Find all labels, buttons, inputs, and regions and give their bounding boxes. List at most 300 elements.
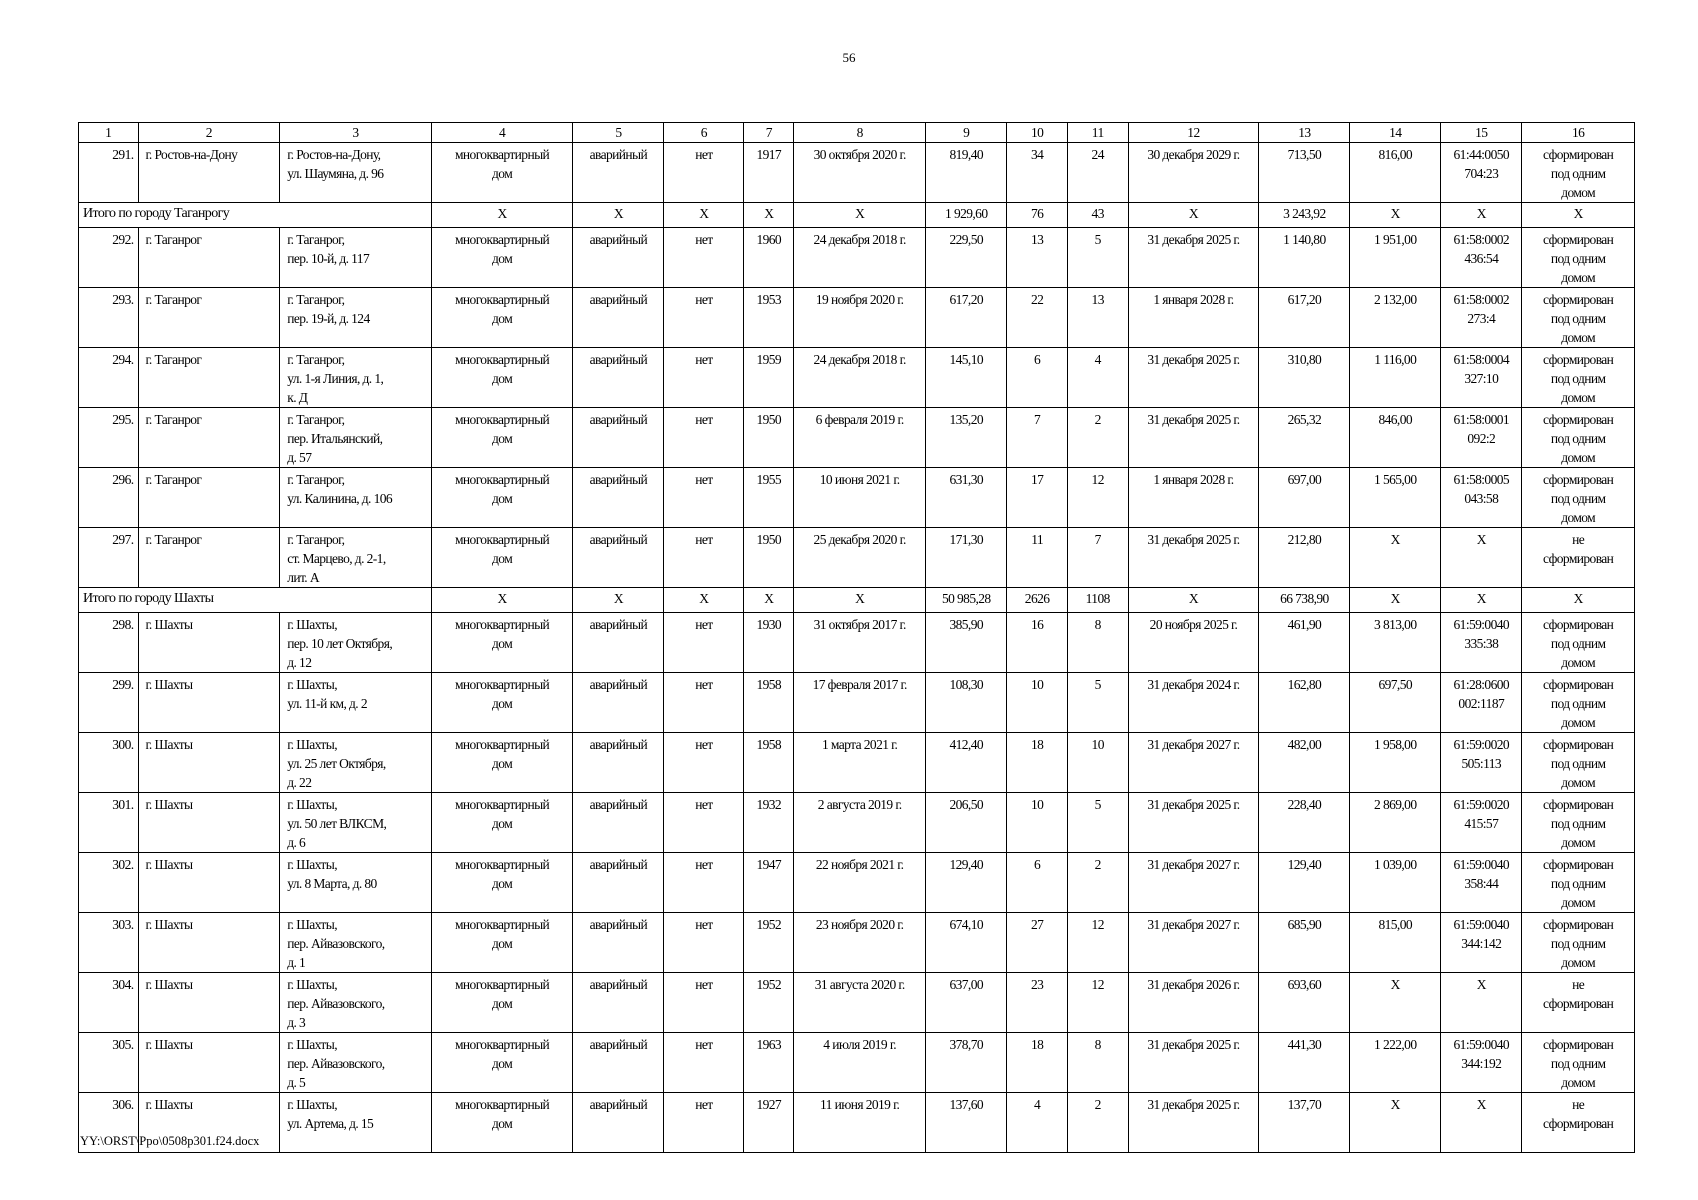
- table-cell: 713,50: [1259, 143, 1350, 203]
- column-number: 6: [664, 123, 744, 143]
- table-cell: г. Таганрог, пер. Итальянский, д. 57: [280, 408, 431, 468]
- table-cell: 61:59:0040 358:44: [1441, 853, 1522, 913]
- table-cell: 6 февраля 2019 г.: [794, 408, 926, 468]
- table-cell: 1958: [744, 673, 794, 733]
- table-cell: 229,50: [926, 228, 1007, 288]
- table-cell: 31 декабря 2026 г.: [1128, 973, 1259, 1033]
- table-cell: 206,50: [926, 793, 1007, 853]
- table-cell: 1947: [744, 853, 794, 913]
- table-cell: аварийный: [573, 408, 664, 468]
- table-cell: 31 декабря 2025 г.: [1128, 348, 1259, 408]
- table-cell: 674,10: [926, 913, 1007, 973]
- table-cell: 1952: [744, 913, 794, 973]
- table-cell: многоквартирный дом: [431, 673, 573, 733]
- table-cell: 300.: [79, 733, 139, 793]
- table-cell: 17 февраля 2017 г.: [794, 673, 926, 733]
- table-row: [79, 673, 1635, 733]
- table-cell: 108,30: [926, 673, 1007, 733]
- table-cell: сформирован под одним домом: [1522, 733, 1635, 793]
- column-number: 12: [1128, 123, 1259, 143]
- table-cell: аварийный: [573, 1093, 664, 1153]
- table-cell: 17: [1007, 468, 1068, 528]
- page-number: 56: [842, 50, 856, 65]
- table-row: [79, 288, 1635, 348]
- table-cell: 20 ноября 2025 г.: [1128, 613, 1259, 673]
- table-cell: Х: [1441, 973, 1522, 1033]
- table-cell: 13: [1067, 288, 1128, 348]
- table-cell: г. Шахты, пер. 10 лет Октября, д. 12: [280, 613, 431, 673]
- table-row: [79, 793, 1635, 853]
- table-cell: 1950: [744, 408, 794, 468]
- table-cell: 1963: [744, 1033, 794, 1093]
- column-number: 9: [926, 123, 1007, 143]
- table-cell: аварийный: [573, 973, 664, 1033]
- table-cell: г. Шахты: [138, 1093, 280, 1153]
- total-cell: Х: [1441, 203, 1522, 228]
- table-cell: г. Таганрог: [138, 348, 280, 408]
- column-number: 10: [1007, 123, 1068, 143]
- table-cell: сформирован под одним домом: [1522, 853, 1635, 913]
- table-cell: 31 декабря 2027 г.: [1128, 853, 1259, 913]
- table-cell: 61:58:0005 043:58: [1441, 468, 1522, 528]
- table-cell: 1 140,80: [1259, 228, 1350, 288]
- table-cell: 298.: [79, 613, 139, 673]
- table-cell: 18: [1007, 1033, 1068, 1093]
- table-cell: 617,20: [926, 288, 1007, 348]
- total-cell: 76: [1007, 203, 1068, 228]
- table-cell: Х: [1441, 528, 1522, 588]
- table-cell: 1 039,00: [1350, 853, 1441, 913]
- table-cell: 24 декабря 2018 г.: [794, 348, 926, 408]
- table-row: [79, 613, 1635, 673]
- table-cell: сформирован под одним домом: [1522, 408, 1635, 468]
- table-cell: 31 декабря 2027 г.: [1128, 913, 1259, 973]
- table-cell: 265,32: [1259, 408, 1350, 468]
- table-row: [79, 973, 1635, 1033]
- total-cell: Х: [664, 588, 744, 613]
- table-row: [79, 408, 1635, 468]
- table-cell: 303.: [79, 913, 139, 973]
- table-cell: 5: [1067, 228, 1128, 288]
- table-cell: 4: [1007, 1093, 1068, 1153]
- column-number: 15: [1441, 123, 1522, 143]
- table-cell: 1955: [744, 468, 794, 528]
- table-cell: 61:58:0002 273:4: [1441, 288, 1522, 348]
- table-cell: 1930: [744, 613, 794, 673]
- table-cell: 7: [1067, 528, 1128, 588]
- table-cell: 1 января 2028 г.: [1128, 468, 1259, 528]
- table-cell: 296.: [79, 468, 139, 528]
- table-cell: 31 декабря 2025 г.: [1128, 528, 1259, 588]
- table-cell: г. Шахты: [138, 1033, 280, 1093]
- table-cell: г. Ростов-на-Дону, ул. Шаумяна, д. 96: [280, 143, 431, 203]
- table-cell: 293.: [79, 288, 139, 348]
- table-cell: многоквартирный дом: [431, 733, 573, 793]
- total-cell: Х: [1350, 588, 1441, 613]
- table-cell: сформирован под одним домом: [1522, 348, 1635, 408]
- table-cell: г. Шахты: [138, 913, 280, 973]
- table-cell: 1 951,00: [1350, 228, 1441, 288]
- table-cell: сформирован под одним домом: [1522, 793, 1635, 853]
- total-cell: 2626: [1007, 588, 1068, 613]
- total-cell: Х: [744, 588, 794, 613]
- table-cell: сформирован под одним домом: [1522, 613, 1635, 673]
- total-cell: Х: [744, 203, 794, 228]
- table-cell: 1 565,00: [1350, 468, 1441, 528]
- table-cell: 31 декабря 2024 г.: [1128, 673, 1259, 733]
- table-cell: 1 марта 2021 г.: [794, 733, 926, 793]
- column-number-row: [79, 123, 1635, 143]
- table-cell: г. Таганрог: [138, 528, 280, 588]
- table-cell: 4 июля 2019 г.: [794, 1033, 926, 1093]
- table-cell: 61:59:0020 505:113: [1441, 733, 1522, 793]
- column-number: 2: [138, 123, 280, 143]
- table-cell: многоквартирный дом: [431, 793, 573, 853]
- column-number: 5: [573, 123, 664, 143]
- table-cell: сформирован под одним домом: [1522, 288, 1635, 348]
- table-cell: г. Шахты, ул. 50 лет ВЛКСМ, д. 6: [280, 793, 431, 853]
- table-cell: 6: [1007, 348, 1068, 408]
- table-cell: многоквартирный дом: [431, 1093, 573, 1153]
- table-cell: аварийный: [573, 468, 664, 528]
- table-cell: 25 декабря 2020 г.: [794, 528, 926, 588]
- table-cell: многоквартирный дом: [431, 408, 573, 468]
- column-number: 7: [744, 123, 794, 143]
- table-cell: 129,40: [926, 853, 1007, 913]
- table-cell: 697,50: [1350, 673, 1441, 733]
- table-cell: нет: [664, 408, 744, 468]
- table-cell: 61:44:0050 704:23: [1441, 143, 1522, 203]
- table-cell: 31 декабря 2025 г.: [1128, 228, 1259, 288]
- table-cell: 12: [1067, 973, 1128, 1033]
- table-cell: г. Шахты, ул. Артема, д. 15: [280, 1093, 431, 1153]
- table-cell: нет: [664, 673, 744, 733]
- total-cell: Х: [573, 203, 664, 228]
- table-cell: 815,00: [1350, 913, 1441, 973]
- table-cell: 2: [1067, 853, 1128, 913]
- table-cell: нет: [664, 793, 744, 853]
- total-cell: Х: [794, 588, 926, 613]
- table-cell: сформирован под одним домом: [1522, 228, 1635, 288]
- table-cell: аварийный: [573, 348, 664, 408]
- table-cell: 2 869,00: [1350, 793, 1441, 853]
- column-number: 16: [1522, 123, 1635, 143]
- total-cell: 1108: [1067, 588, 1128, 613]
- table-cell: 693,60: [1259, 973, 1350, 1033]
- table-cell: нет: [664, 1093, 744, 1153]
- table-cell: многоквартирный дом: [431, 143, 573, 203]
- city-total-row: [79, 203, 1635, 228]
- table-cell: 305.: [79, 1033, 139, 1093]
- table-cell: 61:28:0600 002:1187: [1441, 673, 1522, 733]
- table-cell: 1950: [744, 528, 794, 588]
- table-cell: 18: [1007, 733, 1068, 793]
- table-cell: 13: [1007, 228, 1068, 288]
- table-cell: г. Шахты: [138, 793, 280, 853]
- table-cell: 631,30: [926, 468, 1007, 528]
- table-row: [79, 853, 1635, 913]
- table-row: [79, 143, 1635, 203]
- table-cell: г. Шахты: [138, 853, 280, 913]
- table-cell: 61:58:0002 436:54: [1441, 228, 1522, 288]
- table-cell: 4: [1067, 348, 1128, 408]
- table-cell: 61:59:0040 344:192: [1441, 1033, 1522, 1093]
- column-number: 4: [431, 123, 573, 143]
- column-number: 1: [79, 123, 139, 143]
- table-cell: 378,70: [926, 1033, 1007, 1093]
- table-cell: аварийный: [573, 913, 664, 973]
- table-cell: 1953: [744, 288, 794, 348]
- table-cell: 31 декабря 2025 г.: [1128, 793, 1259, 853]
- table-cell: многоквартирный дом: [431, 1033, 573, 1093]
- table-cell: г. Шахты, пер. Айвазовского, д. 1: [280, 913, 431, 973]
- table-cell: сформирован под одним домом: [1522, 468, 1635, 528]
- table-cell: 30 декабря 2029 г.: [1128, 143, 1259, 203]
- table-cell: 846,00: [1350, 408, 1441, 468]
- table-cell: г. Шахты: [138, 673, 280, 733]
- table-cell: г. Таганрог, ул. 1-я Линия, д. 1, к. Д: [280, 348, 431, 408]
- total-cell: Х: [794, 203, 926, 228]
- table-cell: 61:58:0004 327:10: [1441, 348, 1522, 408]
- table-cell: г. Таганрог: [138, 288, 280, 348]
- table-cell: 10 июня 2021 г.: [794, 468, 926, 528]
- table-cell: 819,40: [926, 143, 1007, 203]
- table-cell: 22: [1007, 288, 1068, 348]
- table-cell: 291.: [79, 143, 139, 203]
- total-cell: Х: [1128, 203, 1259, 228]
- table-cell: 135,20: [926, 408, 1007, 468]
- table-cell: 16: [1007, 613, 1068, 673]
- table-cell: г. Таганрог, пер. 19-й, д. 124: [280, 288, 431, 348]
- table-cell: 1 января 2028 г.: [1128, 288, 1259, 348]
- table-cell: сформирован под одним домом: [1522, 1033, 1635, 1093]
- table-cell: 212,80: [1259, 528, 1350, 588]
- table-cell: многоквартирный дом: [431, 913, 573, 973]
- table-cell: 61:59:0020 415:57: [1441, 793, 1522, 853]
- table-cell: г. Шахты, ул. 11-й км, д. 2: [280, 673, 431, 733]
- table-cell: 297.: [79, 528, 139, 588]
- table-cell: 306.: [79, 1093, 139, 1153]
- table-cell: не сформирован: [1522, 1093, 1635, 1153]
- table-cell: 5: [1067, 673, 1128, 733]
- table-cell: не сформирован: [1522, 528, 1635, 588]
- table-cell: г. Ростов-на-Дону: [138, 143, 280, 203]
- table-cell: аварийный: [573, 793, 664, 853]
- table-cell: нет: [664, 528, 744, 588]
- table-cell: 31 декабря 2025 г.: [1128, 408, 1259, 468]
- column-number: 8: [794, 123, 926, 143]
- table-cell: 31 октября 2017 г.: [794, 613, 926, 673]
- table-cell: 11: [1007, 528, 1068, 588]
- table-cell: нет: [664, 348, 744, 408]
- table-cell: аварийный: [573, 613, 664, 673]
- table-cell: г. Шахты, пер. Айвазовского, д. 5: [280, 1033, 431, 1093]
- file-path-footer: YY:\ORST\Ppo\0508p301.f24.docx: [80, 1134, 260, 1148]
- table-row: [79, 913, 1635, 973]
- table-cell: 7: [1007, 408, 1068, 468]
- table-cell: нет: [664, 613, 744, 673]
- table-row: [79, 733, 1635, 793]
- table-cell: г. Шахты: [138, 973, 280, 1033]
- table-row: [79, 228, 1635, 288]
- table-cell: 292.: [79, 228, 139, 288]
- column-number: 14: [1350, 123, 1441, 143]
- table-cell: 30 октября 2020 г.: [794, 143, 926, 203]
- table-cell: не сформирован: [1522, 973, 1635, 1033]
- table-cell: многоквартирный дом: [431, 528, 573, 588]
- table-cell: 310,80: [1259, 348, 1350, 408]
- table-cell: 61:59:0040 344:142: [1441, 913, 1522, 973]
- table-cell: 24: [1067, 143, 1128, 203]
- table-cell: 1959: [744, 348, 794, 408]
- table-cell: г. Таганрог, ст. Марцево, д. 2-1, лит. А: [280, 528, 431, 588]
- table-cell: 129,40: [1259, 853, 1350, 913]
- table-cell: 1 222,00: [1350, 1033, 1441, 1093]
- city-total-label: Итого по городу Шахты: [79, 588, 432, 613]
- table-cell: г. Таганрог, пер. 10-й, д. 117: [280, 228, 431, 288]
- table-cell: 8: [1067, 613, 1128, 673]
- table-cell: сформирован под одним домом: [1522, 913, 1635, 973]
- table-cell: 1958: [744, 733, 794, 793]
- table-cell: аварийный: [573, 673, 664, 733]
- table-cell: аварийный: [573, 143, 664, 203]
- table-cell: г. Таганрог: [138, 408, 280, 468]
- table-cell: 299.: [79, 673, 139, 733]
- table-cell: г. Шахты, ул. 8 Марта, д. 80: [280, 853, 431, 913]
- table-cell: 2 132,00: [1350, 288, 1441, 348]
- table-cell: 24 декабря 2018 г.: [794, 228, 926, 288]
- table-cell: 171,30: [926, 528, 1007, 588]
- table-cell: 22 ноября 2021 г.: [794, 853, 926, 913]
- table-cell: г. Шахты: [138, 733, 280, 793]
- table-cell: 34: [1007, 143, 1068, 203]
- table-row: [79, 1033, 1635, 1093]
- total-cell: Х: [1522, 588, 1635, 613]
- table-cell: 10: [1067, 733, 1128, 793]
- table-cell: 816,00: [1350, 143, 1441, 203]
- table-cell: многоквартирный дом: [431, 468, 573, 528]
- table-cell: 412,40: [926, 733, 1007, 793]
- total-cell: 50 985,28: [926, 588, 1007, 613]
- table-cell: 31 августа 2020 г.: [794, 973, 926, 1033]
- table-cell: многоквартирный дом: [431, 228, 573, 288]
- table-cell: аварийный: [573, 853, 664, 913]
- table-cell: аварийный: [573, 528, 664, 588]
- table-cell: нет: [664, 143, 744, 203]
- table-cell: 31 декабря 2027 г.: [1128, 733, 1259, 793]
- table-cell: многоквартирный дом: [431, 853, 573, 913]
- housing-table: [78, 122, 1635, 1153]
- table-cell: 461,90: [1259, 613, 1350, 673]
- table-cell: 61:58:0001 092:2: [1441, 408, 1522, 468]
- table-cell: 145,10: [926, 348, 1007, 408]
- table-cell: 2 августа 2019 г.: [794, 793, 926, 853]
- table-cell: г. Шахты, пер. Айвазовского, д. 3: [280, 973, 431, 1033]
- table-cell: нет: [664, 913, 744, 973]
- table-cell: 1927: [744, 1093, 794, 1153]
- table-cell: 697,00: [1259, 468, 1350, 528]
- table-row: [79, 1093, 1635, 1153]
- table-cell: нет: [664, 733, 744, 793]
- table-cell: г. Таганрог: [138, 228, 280, 288]
- table-cell: 482,00: [1259, 733, 1350, 793]
- table-cell: многоквартирный дом: [431, 288, 573, 348]
- total-cell: Х: [431, 203, 573, 228]
- table-cell: 301.: [79, 793, 139, 853]
- total-cell: Х: [1350, 203, 1441, 228]
- table-cell: 31 декабря 2025 г.: [1128, 1033, 1259, 1093]
- table-cell: 302.: [79, 853, 139, 913]
- table-cell: 1917: [744, 143, 794, 203]
- total-cell: 1 929,60: [926, 203, 1007, 228]
- table-cell: аварийный: [573, 288, 664, 348]
- table-cell: Х: [1441, 1093, 1522, 1153]
- table-cell: нет: [664, 228, 744, 288]
- table-cell: 6: [1007, 853, 1068, 913]
- table-cell: 2: [1067, 408, 1128, 468]
- table-cell: 228,40: [1259, 793, 1350, 853]
- table-cell: Х: [1350, 528, 1441, 588]
- table-row: [79, 348, 1635, 408]
- table-cell: 11 июня 2019 г.: [794, 1093, 926, 1153]
- total-cell: Х: [1128, 588, 1259, 613]
- table-cell: г. Шахты, ул. 25 лет Октября, д. 22: [280, 733, 431, 793]
- column-number: 13: [1259, 123, 1350, 143]
- table-cell: 385,90: [926, 613, 1007, 673]
- table-cell: нет: [664, 973, 744, 1033]
- table-cell: нет: [664, 1033, 744, 1093]
- table-cell: 31 декабря 2025 г.: [1128, 1093, 1259, 1153]
- table-cell: 1932: [744, 793, 794, 853]
- table-cell: 294.: [79, 348, 139, 408]
- table-cell: нет: [664, 468, 744, 528]
- table-cell: 1 958,00: [1350, 733, 1441, 793]
- table-cell: 1960: [744, 228, 794, 288]
- table-cell: аварийный: [573, 228, 664, 288]
- table-cell: г. Таганрог, ул. Калинина, д. 106: [280, 468, 431, 528]
- total-cell: 43: [1067, 203, 1128, 228]
- table-cell: 27: [1007, 913, 1068, 973]
- table-cell: 304.: [79, 973, 139, 1033]
- table-cell: 2: [1067, 1093, 1128, 1153]
- table-cell: многоквартирный дом: [431, 613, 573, 673]
- table-cell: 12: [1067, 913, 1128, 973]
- table-cell: сформирован под одним домом: [1522, 143, 1635, 203]
- table-cell: 162,80: [1259, 673, 1350, 733]
- table-cell: Х: [1350, 973, 1441, 1033]
- table-cell: 1952: [744, 973, 794, 1033]
- table-cell: 23 ноября 2020 г.: [794, 913, 926, 973]
- total-cell: Х: [1522, 203, 1635, 228]
- table-cell: 617,20: [1259, 288, 1350, 348]
- table-cell: 10: [1007, 673, 1068, 733]
- table-cell: 137,70: [1259, 1093, 1350, 1153]
- table-cell: 5: [1067, 793, 1128, 853]
- total-cell: Х: [573, 588, 664, 613]
- table-cell: нет: [664, 288, 744, 348]
- total-cell: Х: [1441, 588, 1522, 613]
- table-cell: 441,30: [1259, 1033, 1350, 1093]
- table-cell: 1 116,00: [1350, 348, 1441, 408]
- total-cell: 3 243,92: [1259, 203, 1350, 228]
- table-cell: аварийный: [573, 1033, 664, 1093]
- table-cell: 19 ноября 2020 г.: [794, 288, 926, 348]
- table-cell: 295.: [79, 408, 139, 468]
- table-cell: Х: [1350, 1093, 1441, 1153]
- city-total-label: Итого по городу Таганрогу: [79, 203, 432, 228]
- column-number: 3: [280, 123, 431, 143]
- table-cell: 12: [1067, 468, 1128, 528]
